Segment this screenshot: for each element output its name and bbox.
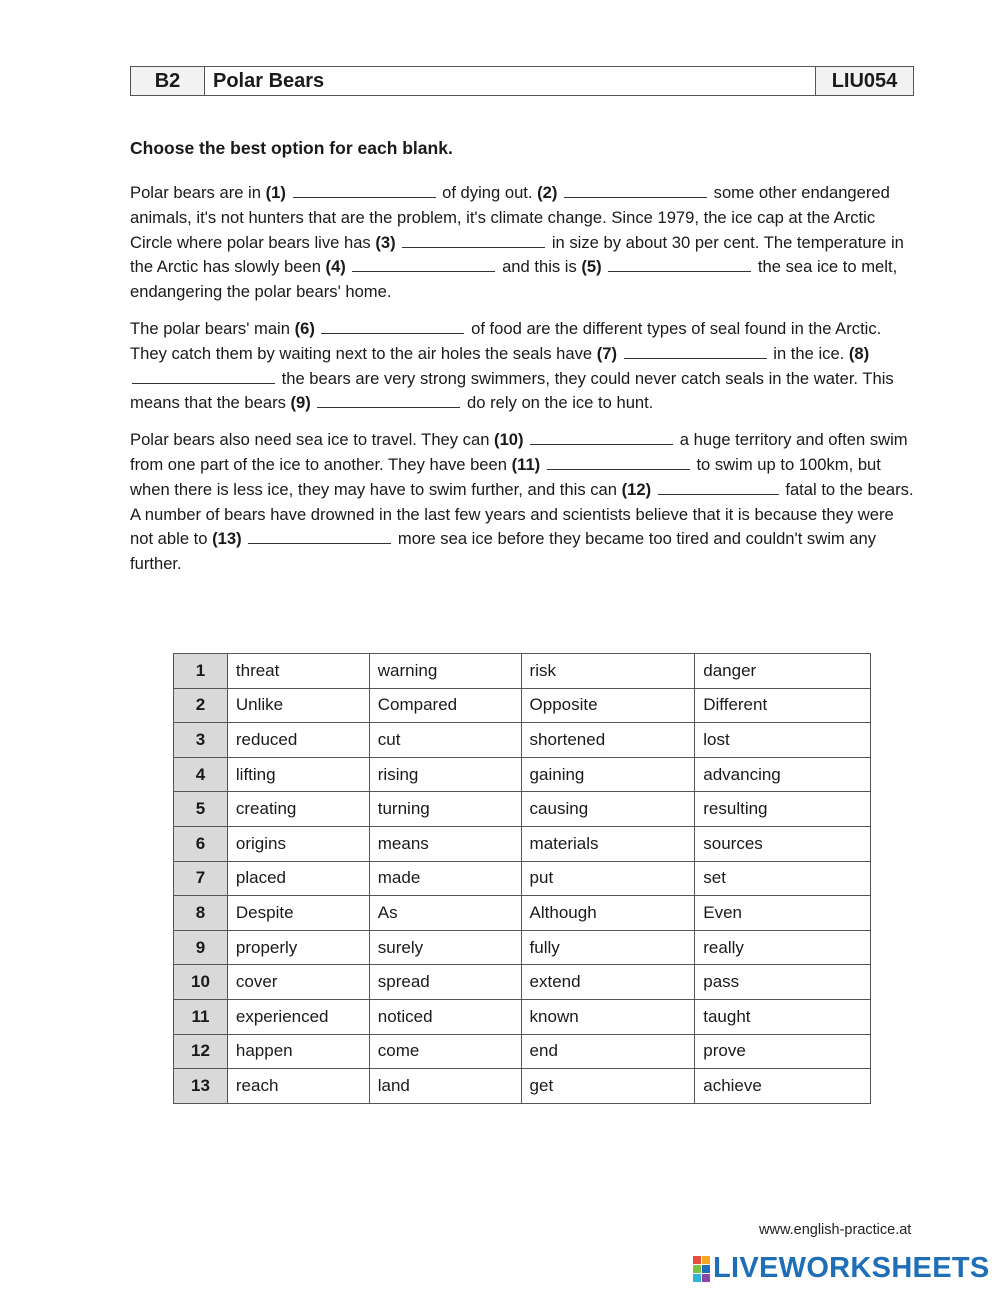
- table-row: [174, 999, 871, 1034]
- question-number: 8: [174, 896, 228, 931]
- worksheet-code: LIU054: [831, 69, 898, 92]
- blank-11[interactable]: [547, 455, 690, 470]
- blank-number: (11): [511, 454, 541, 474]
- liveworksheets-logo-icon: [693, 1256, 709, 1282]
- option-c[interactable]: shortened: [521, 723, 695, 758]
- worksheet-title: Polar Bears: [205, 67, 816, 95]
- option-d[interactable]: really: [695, 930, 871, 965]
- question-number: 2: [174, 688, 228, 723]
- option-b[interactable]: Compared: [369, 688, 521, 723]
- table-row: [174, 965, 871, 1000]
- blank-13[interactable]: [248, 529, 391, 544]
- option-a[interactable]: properly: [227, 930, 369, 965]
- option-c[interactable]: put: [521, 861, 695, 896]
- option-b[interactable]: surely: [369, 930, 521, 965]
- blank-7[interactable]: [624, 344, 767, 359]
- option-a[interactable]: placed: [227, 861, 369, 896]
- blank-number: (2): [537, 183, 558, 202]
- option-a[interactable]: lifting: [227, 757, 369, 792]
- blank-number: (3): [375, 232, 396, 252]
- blank-number: (8): [848, 343, 870, 363]
- option-c[interactable]: causing: [521, 792, 695, 827]
- table-row: [174, 930, 871, 965]
- table-row: [174, 896, 871, 931]
- worksheet-header: [130, 66, 914, 96]
- source-url: www.english-practice.at: [759, 1222, 912, 1238]
- paragraph-1: Polar bears are in (1) of dying out. (2) some other endangered animals, it's not hunters that are the problem, it's climate change. Since 1979, the ice cap at the Arctic Circle where polar bears live has (3) in size by about 30 per cent. The temperature in the Arctic has slowly been (4) and this is (5) the sea ice to melt, endangering the polar bears' home.: [130, 183, 904, 302]
- table-row: [174, 723, 871, 758]
- table-row: [174, 792, 871, 827]
- option-a[interactable]: happen: [227, 1034, 369, 1069]
- blank-number: (9): [290, 393, 311, 413]
- option-d[interactable]: danger: [695, 654, 871, 689]
- option-c[interactable]: Opposite: [521, 688, 695, 723]
- blank-9[interactable]: [317, 393, 460, 408]
- option-c[interactable]: fully: [521, 930, 695, 965]
- options-table: [173, 653, 871, 1104]
- option-a[interactable]: cover: [227, 965, 369, 1000]
- option-d[interactable]: resulting: [695, 792, 871, 827]
- blank-number: (4): [325, 257, 346, 277]
- option-b[interactable]: rising: [369, 757, 521, 792]
- question-number: 6: [174, 826, 228, 861]
- blank-12[interactable]: [658, 480, 779, 495]
- option-b[interactable]: means: [369, 826, 521, 861]
- blank-2[interactable]: [564, 183, 707, 198]
- blank-3[interactable]: [402, 233, 545, 248]
- blank-number: (1): [265, 183, 286, 202]
- option-c[interactable]: risk: [521, 654, 695, 689]
- paragraph-2: The polar bears' main (6) of food are the different types of seal found in the Arctic. They catch them by waiting next to the air holes the seals have (7) in the ice. (8) the bears are very strong swimmers, they could never catch seals in the water. This means that the bears (9) do rely on the ice to hunt.: [130, 318, 894, 413]
- question-number: 1: [174, 654, 228, 689]
- option-d[interactable]: lost: [695, 723, 871, 758]
- blank-4[interactable]: [352, 257, 495, 272]
- option-d[interactable]: pass: [695, 965, 871, 1000]
- option-d[interactable]: achieve: [695, 1069, 871, 1104]
- level-label: B2: [131, 67, 205, 95]
- option-b[interactable]: noticed: [369, 999, 521, 1034]
- option-d[interactable]: Different: [695, 688, 871, 723]
- table-row: [174, 861, 871, 896]
- question-number: 10: [174, 965, 228, 1000]
- option-c[interactable]: get: [521, 1069, 695, 1104]
- option-c[interactable]: extend: [521, 965, 695, 1000]
- blank-8[interactable]: [132, 369, 275, 384]
- option-d[interactable]: sources: [695, 826, 871, 861]
- blank-number: (12): [621, 479, 652, 499]
- option-b[interactable]: As: [369, 896, 521, 931]
- question-number: 12: [174, 1034, 228, 1069]
- option-a[interactable]: threat: [227, 654, 369, 689]
- option-b[interactable]: made: [369, 861, 521, 896]
- option-c[interactable]: Although: [521, 896, 695, 931]
- option-b[interactable]: turning: [369, 792, 521, 827]
- option-c[interactable]: materials: [521, 826, 695, 861]
- question-number: 11: [174, 999, 228, 1034]
- option-d[interactable]: advancing: [695, 757, 871, 792]
- liveworksheets-brand: [693, 1252, 990, 1285]
- passage: [130, 181, 920, 589]
- table-row: [174, 688, 871, 723]
- table-row: [174, 654, 871, 689]
- option-b[interactable]: come: [369, 1034, 521, 1069]
- option-c[interactable]: end: [521, 1034, 695, 1069]
- option-b[interactable]: cut: [369, 723, 521, 758]
- question-number: 7: [174, 861, 228, 896]
- question-number: 5: [174, 792, 228, 827]
- question-number: 4: [174, 757, 228, 792]
- instruction: Choose the best option for each blank.: [130, 138, 453, 158]
- table-row: [174, 1069, 871, 1104]
- brand-name: LIVEWORKSHEETS: [713, 1252, 990, 1284]
- blank-number: (10): [494, 430, 524, 450]
- option-a[interactable]: origins: [227, 826, 369, 861]
- question-number: 3: [174, 723, 228, 758]
- option-a[interactable]: experienced: [227, 999, 369, 1034]
- blank-number: (7): [596, 343, 618, 363]
- option-c[interactable]: known: [521, 999, 695, 1034]
- table-row: [174, 757, 871, 792]
- table-row: [174, 826, 871, 861]
- blank-5[interactable]: [608, 257, 751, 272]
- blank-number: (6): [294, 318, 315, 338]
- option-a[interactable]: reduced: [227, 723, 369, 758]
- option-a[interactable]: reach: [227, 1069, 369, 1104]
- blank-6[interactable]: [321, 319, 464, 334]
- option-b[interactable]: warning: [369, 654, 521, 689]
- blank-number: (5): [581, 257, 602, 277]
- blank-number: (13): [212, 529, 242, 549]
- option-d[interactable]: taught: [695, 999, 871, 1034]
- blank-1[interactable]: [293, 183, 436, 198]
- option-a[interactable]: Unlike: [227, 688, 369, 723]
- question-number: 13: [174, 1069, 228, 1104]
- option-d[interactable]: set: [695, 861, 871, 896]
- option-d[interactable]: prove: [695, 1034, 871, 1069]
- option-a[interactable]: Despite: [227, 896, 369, 931]
- option-b[interactable]: spread: [369, 965, 521, 1000]
- table-row: [174, 1034, 871, 1069]
- blank-10[interactable]: [530, 430, 673, 445]
- option-b[interactable]: land: [369, 1069, 521, 1104]
- option-a[interactable]: creating: [227, 792, 369, 827]
- question-number: 9: [174, 930, 228, 965]
- paragraph-3: Polar bears also need sea ice to travel. They can (10) a huge territory and often swim from one part of the ice to another. They have been (11) to swim up to 100km, but when there is less ice, they may have to swim further, and this can (12) fatal to the bears. A number of bears have drowned in the last few years and scientists believe that it is because they were not able to (13) more sea ice before they became too tired and couldn't swim any further.: [130, 430, 914, 574]
- option-c[interactable]: gaining: [521, 757, 695, 792]
- option-d[interactable]: Even: [695, 896, 871, 931]
